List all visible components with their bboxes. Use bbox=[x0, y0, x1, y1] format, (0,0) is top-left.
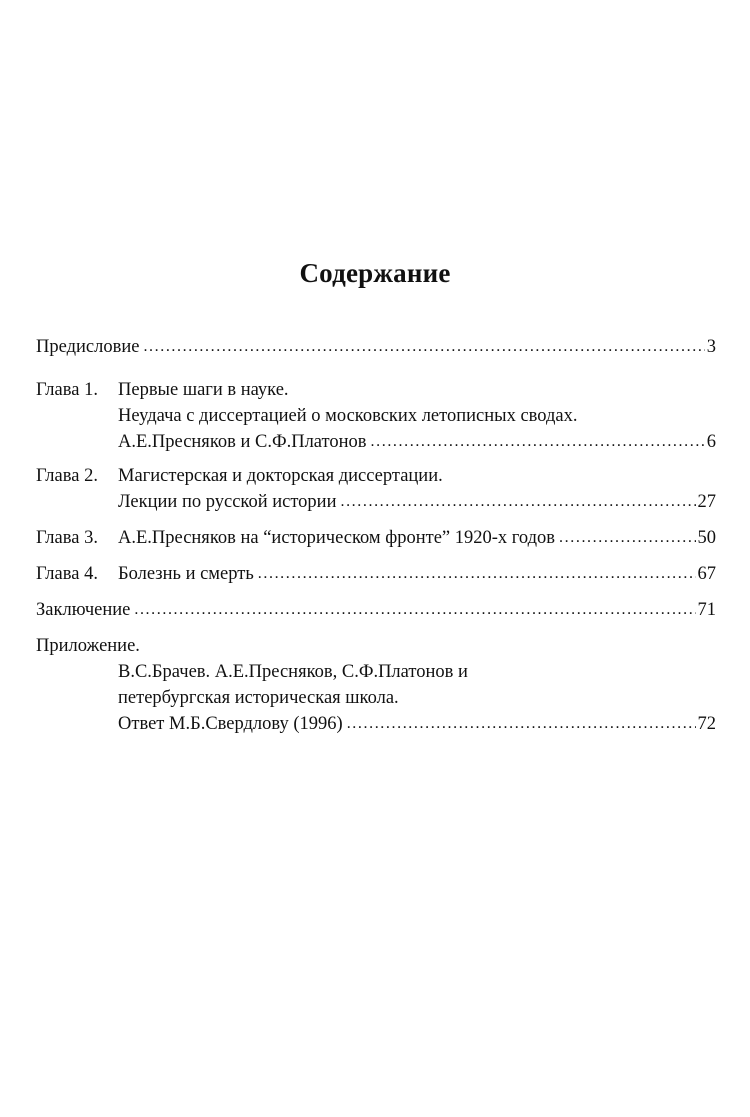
toc-entry-label: Болезнь и смерть bbox=[118, 564, 254, 584]
chapter-number: Глава 4. bbox=[36, 564, 98, 584]
toc-entry-label: А.Е.Пресняков и С.Ф.Платонов bbox=[118, 432, 367, 452]
chapter-number: Глава 3. bbox=[36, 528, 98, 548]
toc-page-number: 71 bbox=[697, 600, 716, 620]
toc-entry-label: Предисловие bbox=[36, 337, 140, 357]
toc-entry-conclusion[interactable] bbox=[36, 597, 716, 623]
toc-entry-label: Приложение. bbox=[36, 636, 140, 656]
dot-leader bbox=[371, 429, 705, 455]
toc-entry-label: Неудача с диссертацией о московских летописных сводах. bbox=[118, 406, 578, 426]
chapter-number: Глава 2. bbox=[36, 466, 98, 486]
toc-entry-chapter-4[interactable] bbox=[36, 561, 716, 587]
toc-entry-label: В.С.Брачев. А.Е.Пресняков, С.Ф.Платонов и bbox=[118, 662, 468, 682]
table-of-contents bbox=[36, 334, 716, 737]
toc-page-number: 67 bbox=[697, 564, 716, 584]
toc-page-number: 72 bbox=[697, 714, 716, 734]
toc-entry-chapter-3[interactable] bbox=[36, 525, 716, 551]
toc-entry-chapter-2[interactable] bbox=[36, 463, 716, 515]
page-title: Содержание bbox=[299, 258, 451, 288]
toc-page-number: 3 bbox=[706, 337, 716, 357]
toc-entry-label: Первые шаги в науке. bbox=[118, 380, 289, 400]
toc-entry-chapter-1[interactable] bbox=[36, 377, 716, 455]
toc-entry-label: Ответ М.Б.Свердлову (1996) bbox=[118, 714, 343, 734]
dot-leader bbox=[559, 525, 695, 551]
toc-page-number: 27 bbox=[697, 492, 716, 512]
toc-page-number: 50 bbox=[697, 528, 716, 548]
dot-leader bbox=[258, 561, 696, 587]
toc-entry-preface[interactable] bbox=[36, 334, 716, 360]
toc-entry-label: петербургская историческая школа. bbox=[118, 688, 399, 708]
toc-entry-label: Магистерская и докторская диссертации. bbox=[118, 466, 443, 486]
dot-leader bbox=[143, 334, 704, 360]
dot-leader bbox=[340, 489, 695, 515]
toc-entry-label: Лекции по русской истории bbox=[118, 492, 337, 512]
dot-leader bbox=[134, 597, 695, 623]
dot-leader bbox=[347, 711, 696, 737]
toc-page-number: 6 bbox=[706, 432, 716, 452]
chapter-number: Глава 1. bbox=[36, 380, 98, 400]
toc-entry-appendix[interactable] bbox=[36, 633, 716, 737]
toc-entry-label: Заключение bbox=[36, 600, 131, 620]
toc-entry-label: А.Е.Пресняков на “историческом фронте” 1920-х годов bbox=[118, 528, 556, 548]
